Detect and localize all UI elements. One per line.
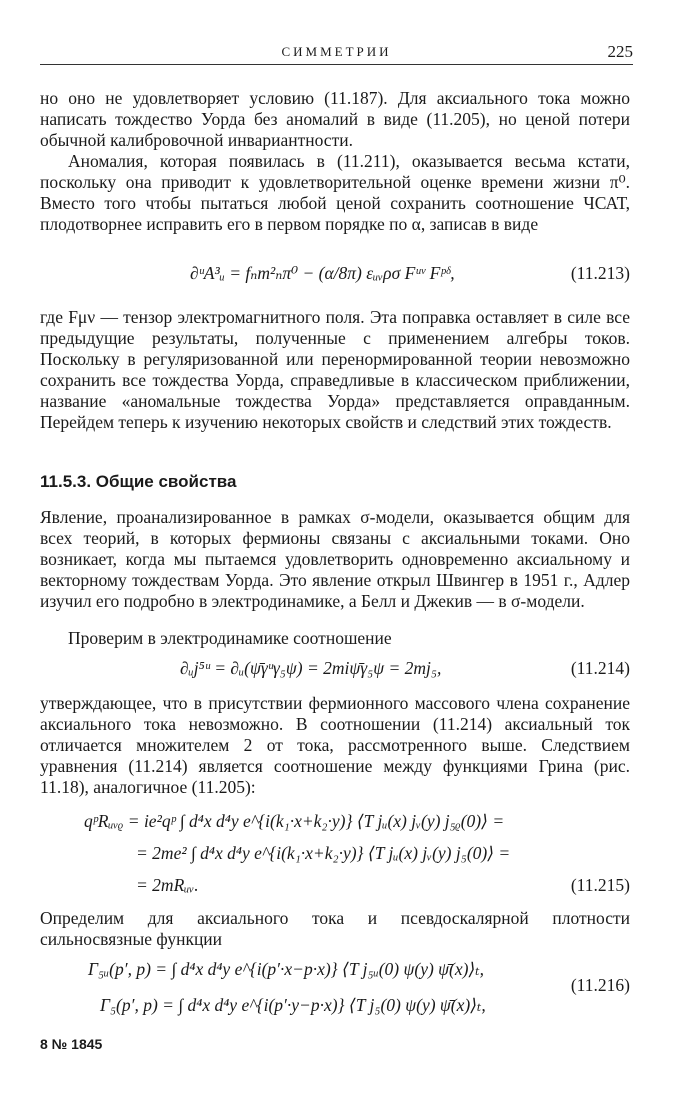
paragraph-5: Проверим в электродинамике соотношение xyxy=(68,628,392,648)
signature-mark: 8 № 1845 xyxy=(40,1036,103,1052)
equation-11-214 xyxy=(40,657,630,681)
header-rule xyxy=(40,64,633,65)
running-head xyxy=(40,42,633,66)
page-number: 225 xyxy=(607,42,633,61)
paragraph-2: Аномалия, которая появилась в (11.211), оказывается весьма кстати, поскольку она приводит к удовлетворительной оценке времени жизни π⁰. Вместо того чтобы пытаться любой ценой сохранить соотношение ЧСАТ, плодотворнее исправить его в первом порядке по α, записав в виде xyxy=(40,151,630,234)
equation-11-215-line-2: = 2me² ∫ d⁴x d⁴y e^{i(k₁·x+k₂·y)} ⟨T jᵤ(x) jᵥ(y) j₅(0)⟩ = xyxy=(136,843,511,863)
paragraph-4: Явление, проанализированное в рамках σ-модели, оказывается общим для всех теорий, в которых фермионы связаны с аксиальными токами. Оно возникает, когда мы пытаемся удовлетворить одновременно аксиальному и векторному тождествам Уорда. Это явление открыл Швингер в 1951 г., Адлер изучил его подробно в электродинамике, а Белл и Джекив — в σ-модели. xyxy=(40,507,630,611)
paragraph-1: но оно не удовлетворяет условию (11.187). Для аксиального тока можно написать тождество Уорда без аномалий в виде (11.205), но ценой потери обычной калибровочной инвариантности. xyxy=(40,88,630,150)
equation-11-215 xyxy=(40,810,630,900)
paragraph-3: где Fμν — тензор электромагнитного поля. Эта поправка оставляет в силе все предыдущие результаты, полученные с применением алгебры токов. Поскольку в регуляризованной или перенормированной теории невозможно сохранить все тождества Уорда, справедливые в классическом приближении, название «аномальные тождества Уорда» представляется оправданным. Перейдем теперь к изучению некоторых свойств и следствий этих тождеств. xyxy=(40,307,630,432)
equation-11-216-line-1: Γ₅ᵤ(p′, p) = ∫ d⁴x d⁴y e^{i(p′·x−p·x)} ⟨T j₅ᵤ(0) ψ(y) ψ̄(x)⟩ₜ, xyxy=(88,959,484,979)
equation-11-215-line-3: = 2mRᵤᵥ. xyxy=(136,875,199,895)
equation-11-213 xyxy=(40,262,630,286)
running-head-title: СИММЕТРИИ xyxy=(281,44,392,59)
equation-11-213-body: ∂ᵘA³ᵤ = fₙm²ₙπ⁰ − (α/8π) εᵤᵥρσ Fᵘᵛ Fᵖᵟ, xyxy=(190,263,455,283)
paragraph-7: Определим для аксиального тока и псевдоскалярной плотности сильносвязные функции xyxy=(40,908,630,949)
equation-11-216-number: (11.216) xyxy=(570,975,630,995)
section-heading: 11.5.3. Общие свойства xyxy=(40,472,237,491)
equation-11-213-number: (11.213) xyxy=(570,263,630,283)
equation-11-214-body: ∂ᵤj⁵ᵘ = ∂ᵤ(ψ̄γᵘγ₅ψ) = 2miψ̄γ₅ψ = 2mj₅, xyxy=(180,658,442,678)
equation-11-214-number: (11.214) xyxy=(570,658,630,678)
paragraph-6: утверждающее, что в присутствии фермионного массового члена сохранение аксиального тока невозможно. В соотношении (11.214) аксиальный ток отличается множителем 2 от тока, рассмотренного выше. Следствием уравнения (11.214) является соотношение между функциями Грина (рис. 11.18), аналогичное (11.205): xyxy=(40,693,630,797)
equation-11-216-line-2: Γ₅(p′, p) = ∫ d⁴x d⁴y e^{i(p′·y−p·x)} ⟨T j₅(0) ψ(y) ψ̄(x)⟩ₜ, xyxy=(100,995,486,1015)
equation-11-215-line-1: qᵖRᵤᵥᵨ = ie²qᵖ ∫ d⁴x d⁴y e^{i(k₁·x+k₂·y)} ⟨T jᵤ(x) jᵥ(y) j₅ᵨ(0)⟩ = xyxy=(84,811,505,831)
equation-11-216 xyxy=(40,958,630,1028)
equation-11-215-number: (11.215) xyxy=(570,875,630,895)
